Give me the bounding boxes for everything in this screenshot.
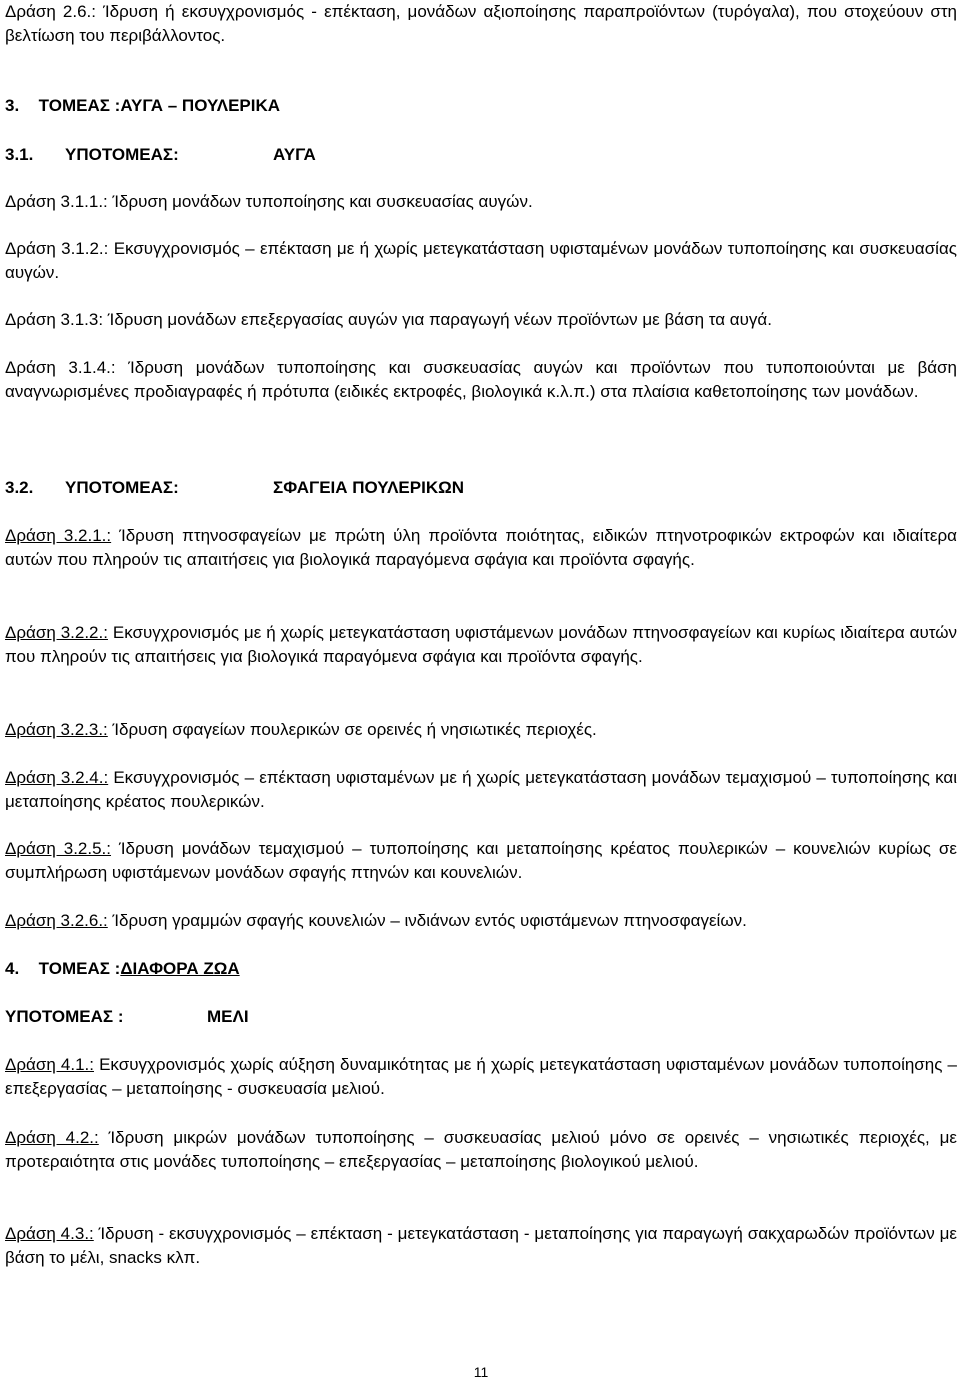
subsection-name: ΜΕΛΙ xyxy=(207,1007,249,1026)
action-label: Δράση 3.2.3.: xyxy=(5,720,108,739)
action-3-1-1 xyxy=(5,190,957,214)
action-text: Ίδρυση μονάδων τυποποίησης και συσκευασίας αυγών και προϊόντων που τυποποιούνται με βάση αναγνωρισμένες προδιαγραφές ή πρότυπα (ειδικές εκτροφές, βιολογικά κ.λ.π.) στα πλαίσια καθετοποίησης των μονάδων. xyxy=(5,358,957,401)
section-4-heading xyxy=(5,957,240,981)
subsection-number: 3.1. xyxy=(5,145,34,164)
subsection-name: ΑΥΓΑ xyxy=(273,145,316,164)
action-label: Δράση 3.1.1.: xyxy=(5,192,108,211)
subsection-label: ΥΠΟΤΟΜΕΑΣ: xyxy=(65,145,179,164)
action-3-1-2 xyxy=(5,237,957,285)
action-3-2-5 xyxy=(5,837,957,885)
action-label: Δράση 3.1.3: xyxy=(5,310,104,329)
action-label: Δράση 3.2.1.: xyxy=(5,526,112,545)
subsection-name: ΣΦΑΓΕΙΑ ΠΟΥΛΕΡΙΚΩΝ xyxy=(273,478,465,497)
subsection-label: ΥΠΟΤΟΜΕΑΣ: xyxy=(65,478,179,497)
action-4-1 xyxy=(5,1053,957,1101)
action-3-1-3 xyxy=(5,308,957,332)
section-number: 4. xyxy=(5,959,20,978)
action-text: Εκσυγχρονισμός – επέκταση με ή χωρίς μετεγκατάσταση υφισταμένων μονάδων τυποποίησης και συσκευασίας αυγών. xyxy=(5,239,957,282)
action-text: Ίδρυση μονάδων τεμαχισμού – τυποποίησης και μεταποίησης κρέατος πουλερικών – κουνελιών κυρίως σε συμπλήρωση υφιστάμενων μονάδων σφαγής πτηνών και κουνελιών. xyxy=(5,839,958,882)
action-label: Δράση 4.3.: xyxy=(5,1224,94,1243)
action-text: Ίδρυση σφαγείων πουλερικών σε ορεινές ή νησιωτικές περιοχές. xyxy=(112,720,597,739)
action-text: Ίδρυση μονάδων επεξεργασίας αυγών για παραγωγή νέων προϊόντων με βάση τα αυγά. xyxy=(107,310,772,329)
action-label: Δράση 3.2.5.: xyxy=(5,839,112,858)
page-number: 11 xyxy=(473,1364,489,1380)
subsection-label: ΥΠΟΤΟΜΕΑΣ : xyxy=(5,1007,124,1026)
action-text: Ίδρυση ή εκσυγχρονισμός - επέκταση, μονάδων αξιοποίησης παραπροϊόντων (τυρόγαλα), που στοχεύουν στη βελτίωση του περιβάλλοντος. xyxy=(5,2,957,45)
subsection-number: 3.2. xyxy=(5,478,34,497)
action-text: Εκσυγχρονισμός – επέκταση υφισταμένων με ή χωρίς μετεγκατάσταση μονάδων τεμαχισμού – τυποποίησης και μεταποίησης κρέατος πουλερικών. xyxy=(5,768,957,811)
section-title-underlined: ΔΙΑΦΟΡΑ ΖΩΑ xyxy=(120,959,240,978)
action-text: Ίδρυση πτηνοσφαγείων με πρώτη ύλη προϊόντα ποιότητας, ειδικών πτηνοτροφικών εκτροφών και ιδιαίτερα αυτών που πληρούν τις απαιτήσεις για βιολογικά παραγόμενα σφάγια και προϊόντα σφαγής. xyxy=(5,526,958,569)
action-label: Δράση 3.2.6.: xyxy=(5,911,108,930)
action-3-2-6 xyxy=(5,909,957,933)
subsection-3-2-heading xyxy=(5,476,957,500)
section-3-heading xyxy=(5,94,280,118)
action-4-2 xyxy=(5,1126,957,1174)
action-2-6 xyxy=(5,0,957,48)
action-text: Εκσυγχρονισμός χωρίς αύξηση δυναμικότητας με ή χωρίς μετεγκατάσταση υφισταμένων μονάδων τυποποίησης – επεξεργασίας – μεταποίησης - συσκευασία μελιού. xyxy=(5,1055,957,1098)
section-title-prefix: ΤΟΜΕΑΣ : xyxy=(38,959,121,978)
section-number: 3. xyxy=(5,96,20,115)
action-label: Δράση 4.2.: xyxy=(5,1128,99,1147)
action-text: Εκσυγχρονισμός με ή χωρίς μετεγκατάσταση υφιστάμενων μονάδων πτηνοσφαγείων και κυρίως ιδιαίτερα αυτών που πληρούν τις απαιτήσεις για βιολογικά παραγόμενα σφάγια και προϊόντα σφαγής. xyxy=(5,623,957,666)
subsection-3-1-heading xyxy=(5,143,957,167)
action-3-2-4 xyxy=(5,766,957,814)
action-label: Δράση 3.1.4.: xyxy=(5,358,116,377)
section-title: ΤΟΜΕΑΣ :ΑΥΓΑ – ΠΟΥΛΕΡΙΚΑ xyxy=(38,96,281,115)
action-label: Δράση 3.2.4.: xyxy=(5,768,109,787)
action-text: Ίδρυση μονάδων τυποποίησης και συσκευασίας αυγών. xyxy=(112,192,533,211)
action-3-2-1 xyxy=(5,524,957,572)
action-label: Δράση 4.1.: xyxy=(5,1055,94,1074)
subsection-4-heading xyxy=(5,1005,957,1029)
action-label: Δράση 3.1.2.: xyxy=(5,239,109,258)
action-3-2-2 xyxy=(5,621,957,669)
action-4-3 xyxy=(5,1222,957,1270)
action-text: Ίδρυση γραμμών σφαγής κουνελιών – ινδιάνων εντός υφιστάμενων πτηνοσφαγείων. xyxy=(112,911,747,930)
action-3-2-3 xyxy=(5,718,957,742)
action-3-1-4 xyxy=(5,356,957,404)
action-text: Ίδρυση - εκσυγχρονισμός – επέκταση - μετεγκατάσταση - μεταποίησης για παραγωγή σακχαρωδών προϊόντων με βάση το μέλι, snacks κλπ. xyxy=(5,1224,957,1267)
action-label: Δράση 2.6.: xyxy=(5,2,97,21)
action-label: Δράση 3.2.2.: xyxy=(5,623,108,642)
action-text: Ίδρυση μικρών μονάδων τυποποίησης – συσκευασίας μελιού μόνο σε ορεινές – νησιωτικές περιοχές, με προτεραιότητα στις μονάδες τυποποίησης – επεξεργασίας – μεταποίησης βιολογικού μελιού. xyxy=(5,1128,957,1171)
